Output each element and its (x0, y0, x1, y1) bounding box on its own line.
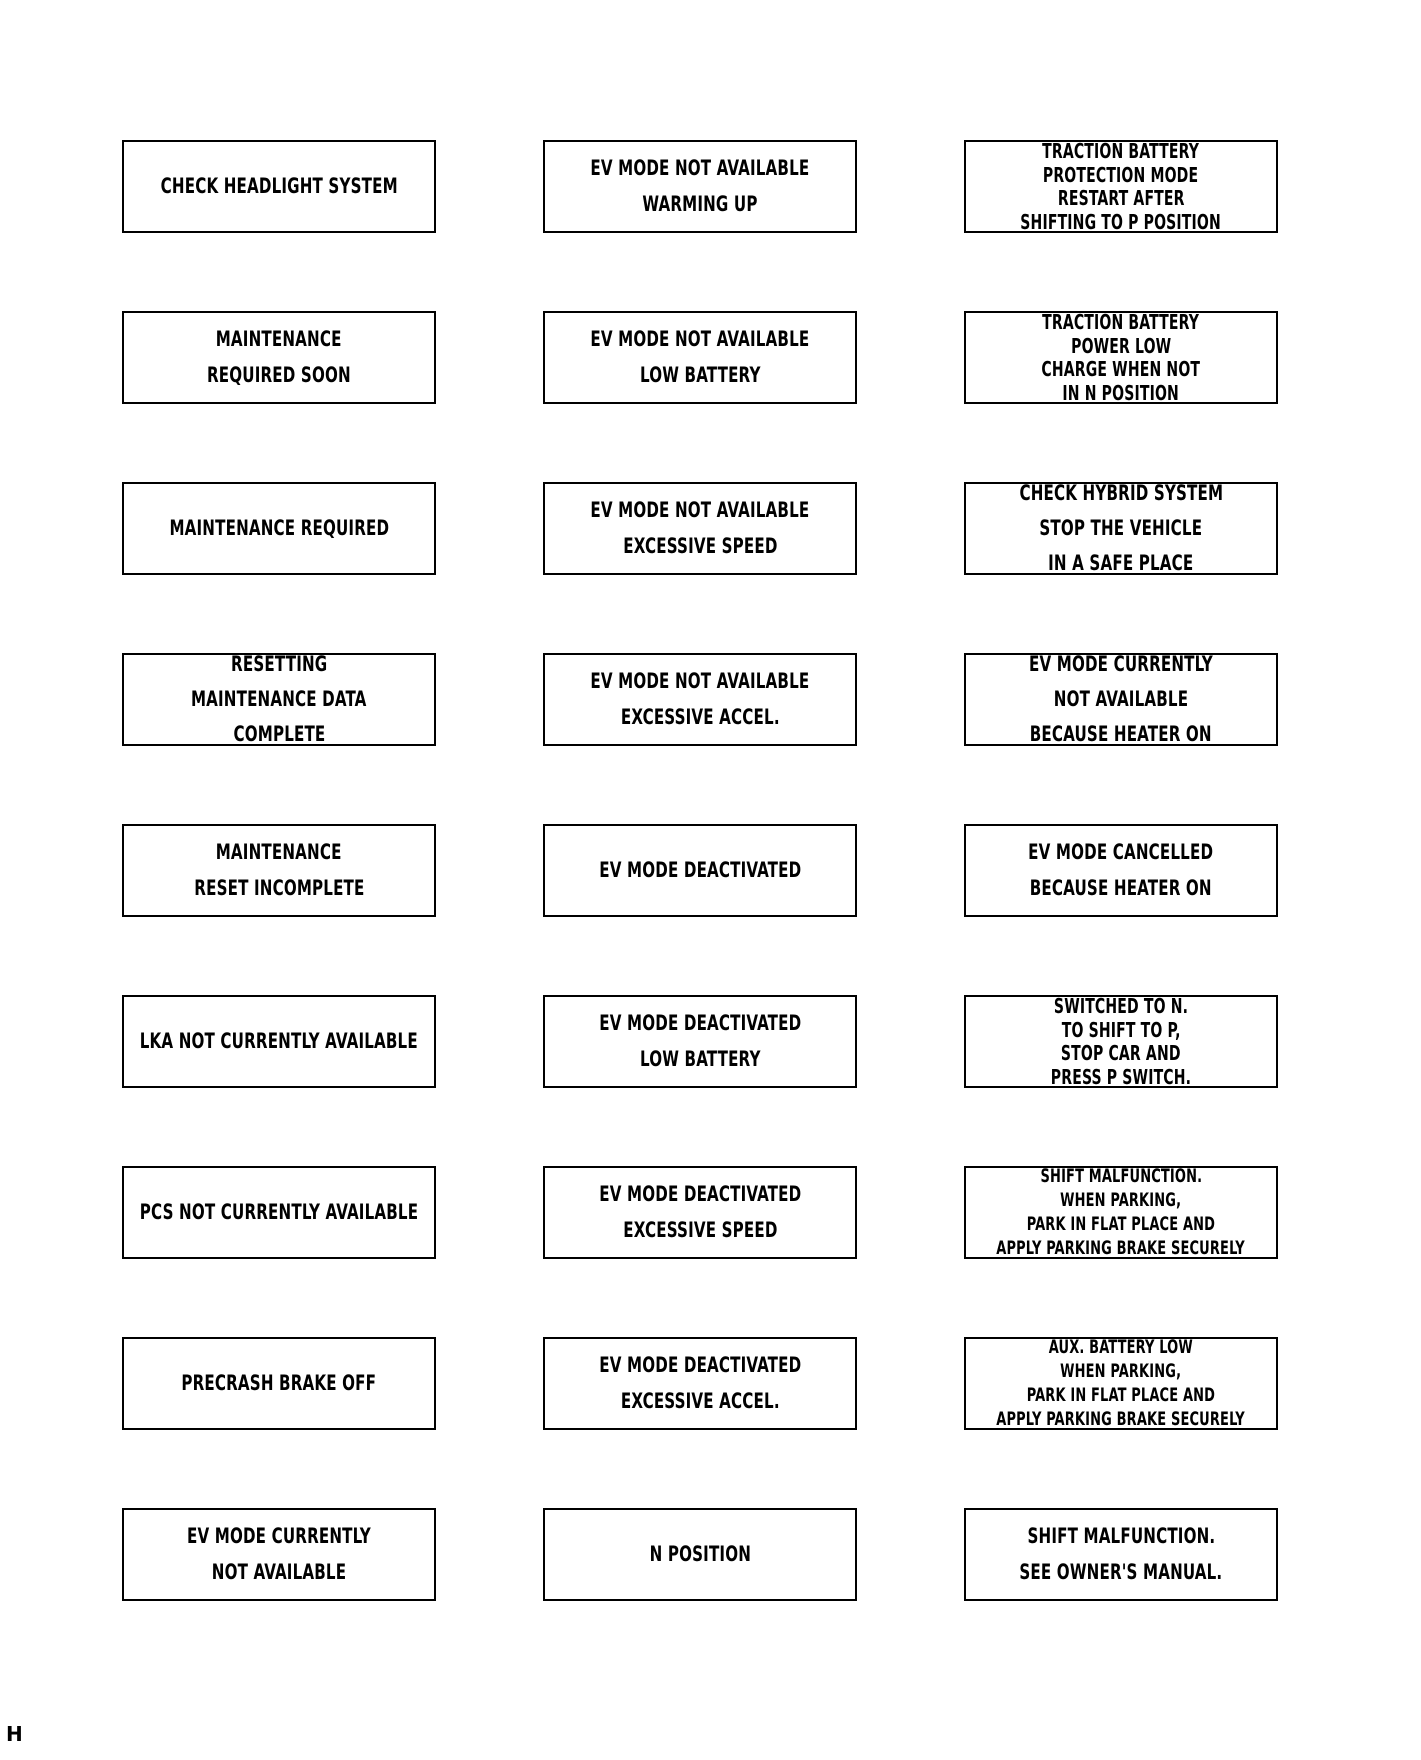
message-text: PRECRASH BRAKE OFF (181, 1371, 377, 1395)
message-text: LOW BATTERY (639, 1047, 761, 1072)
message-box (964, 824, 1278, 917)
message-box (543, 482, 857, 575)
message-box (964, 311, 1278, 404)
message-box (543, 1166, 857, 1259)
message-text: EV MODE NOT AVAILABLE (590, 326, 810, 351)
message-box (964, 1337, 1278, 1430)
message-text: EV MODE DEACTIVATED (598, 858, 802, 882)
message-text: STOP THE VEHICLE (1039, 516, 1203, 541)
message-box (543, 995, 857, 1088)
message-text: CHARGE WHEN NOT (1041, 357, 1201, 382)
message-text: NOT AVAILABLE (1053, 687, 1189, 712)
message-text: TRACTION BATTERY (1042, 311, 1200, 334)
message-text: WARMING UP (642, 192, 758, 217)
message-text: WHEN PARKING, (1060, 1188, 1182, 1211)
message-text: LKA NOT CURRENTLY AVAILABLE (139, 1029, 419, 1053)
message-box (543, 311, 857, 404)
message-text: RESETTING (230, 653, 328, 676)
message-text: SHIFT MALFUNCTION. (1040, 1166, 1202, 1187)
message-box (543, 140, 857, 233)
message-text: PARK IN FLAT PLACE AND (1026, 1212, 1216, 1235)
message-text: CHECK HEADLIGHT SYSTEM (160, 174, 398, 198)
message-box (122, 140, 436, 233)
message-text: CHECK HYBRID SYSTEM (1019, 482, 1223, 505)
message-text: EV MODE DEACTIVATED (598, 1352, 802, 1377)
message-box (964, 1508, 1278, 1601)
message-box (122, 1166, 436, 1259)
message-text: REQUIRED SOON (207, 363, 351, 388)
message-box (964, 1166, 1278, 1259)
message-text: PRESS P SWITCH. (1050, 1064, 1192, 1088)
message-text: COMPLETE (233, 722, 325, 746)
message-box (122, 482, 436, 575)
message-text: SWITCHED TO N. (1053, 995, 1189, 1018)
message-text: PARK IN FLAT PLACE AND (1026, 1383, 1216, 1406)
message-text: LOW BATTERY (639, 363, 761, 388)
message-text: EV MODE CURRENTLY (187, 1523, 371, 1548)
message-box (122, 995, 436, 1088)
message-text: SHIFTING TO P POSITION (1020, 209, 1222, 233)
message-text: MAINTENANCE DATA (191, 687, 367, 712)
message-box (964, 653, 1278, 746)
message-box (964, 995, 1278, 1088)
message-text: N POSITION (649, 1542, 751, 1566)
message-text: AUX. BATTERY LOW (1048, 1337, 1194, 1358)
message-text: EV MODE NOT AVAILABLE (590, 155, 810, 180)
message-text: BECAUSE HEATER ON (1029, 722, 1212, 746)
message-box (543, 824, 857, 917)
message-text: EV MODE NOT AVAILABLE (590, 668, 810, 693)
message-text: APPLY PARKING BRAKE SECURELY (996, 1407, 1246, 1430)
message-box (122, 1508, 436, 1601)
message-box (543, 653, 857, 746)
message-text: APPLY PARKING BRAKE SECURELY (996, 1236, 1246, 1259)
message-text: SEE OWNER'S MANUAL. (1019, 1560, 1223, 1585)
message-text: TRACTION BATTERY (1042, 140, 1200, 163)
message-box (122, 1337, 436, 1430)
message-text: PROTECTION MODE (1043, 162, 1199, 187)
figure-code: H (6, 1722, 23, 1746)
message-text: MAINTENANCE (216, 839, 342, 864)
message-text: TO SHIFT TO P, (1061, 1017, 1181, 1042)
message-text: SHIFT MALFUNCTION. (1027, 1523, 1215, 1548)
message-text: EXCESSIVE SPEED (622, 1218, 778, 1243)
message-text: PCS NOT CURRENTLY AVAILABLE (139, 1200, 419, 1224)
message-text: EV MODE NOT AVAILABLE (590, 497, 810, 522)
message-text: MAINTENANCE REQUIRED (169, 516, 389, 540)
message-text: WHEN PARKING, (1060, 1359, 1182, 1382)
message-text: IN N POSITION (1062, 380, 1180, 404)
message-box (964, 482, 1278, 575)
message-text: MAINTENANCE (216, 326, 342, 351)
message-text: STOP CAR AND (1061, 1041, 1181, 1066)
message-text: EV MODE DEACTIVATED (598, 1010, 802, 1035)
message-text: NOT AVAILABLE (211, 1560, 347, 1585)
message-text: BECAUSE HEATER ON (1029, 876, 1212, 901)
message-box (543, 1508, 857, 1601)
message-text: EXCESSIVE ACCEL. (620, 1389, 780, 1414)
message-box (543, 1337, 857, 1430)
message-text: RESTART AFTER (1057, 186, 1185, 211)
message-text: RESET INCOMPLETE (193, 876, 365, 901)
message-text: EV MODE DEACTIVATED (598, 1181, 802, 1206)
message-box (122, 653, 436, 746)
message-box (122, 824, 436, 917)
message-text: EXCESSIVE ACCEL. (620, 705, 780, 730)
message-text: IN A SAFE PLACE (1048, 551, 1194, 575)
message-text: EXCESSIVE SPEED (622, 534, 778, 559)
message-text: EV MODE CANCELLED (1028, 839, 1214, 864)
message-text: POWER LOW (1070, 333, 1172, 358)
message-box (964, 140, 1278, 233)
message-box (122, 311, 436, 404)
message-text: EV MODE CURRENTLY (1029, 653, 1213, 676)
